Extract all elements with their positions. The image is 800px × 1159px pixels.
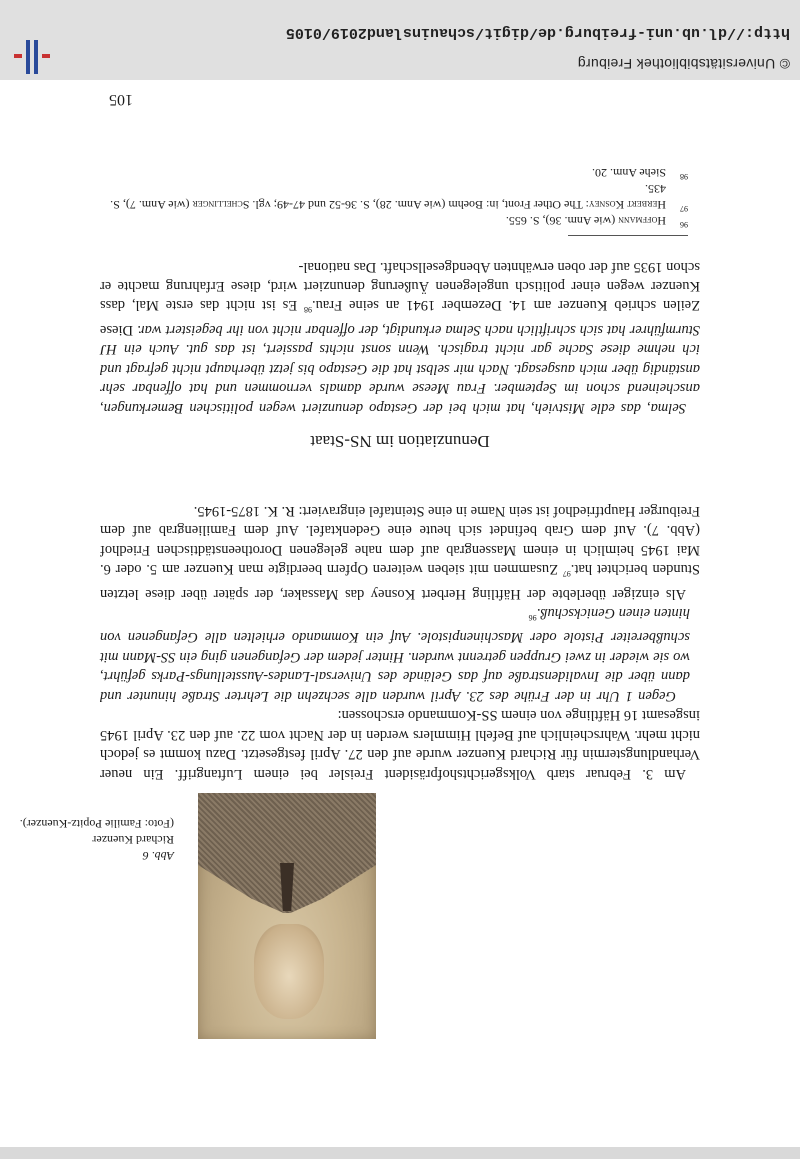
caption-label: Abb. 6	[142, 849, 174, 863]
caption-name: Richard Kuenzer	[92, 833, 174, 847]
footnote-ref-97[interactable]: 97	[562, 569, 571, 579]
footnotes	[103, 165, 688, 236]
document-url[interactable]: http://dl.ub.uni-freiburg.de/digit/schauinsland2019/0105	[285, 24, 790, 41]
section-heading: Denunziation im NS-Staat	[310, 432, 490, 451]
footnote-rule	[568, 235, 688, 236]
figure-caption	[4, 816, 174, 864]
paragraph-3: Selma, das edle Mistvieh, hat mich bei der Gestapo denunziert wegen politischen Bemerkungen, anscheinend schon im September. Frau Meese wurde damals vernommen und hat offenbar sehr anständig über mich ausgesagt. Nach mir selbst hat die Gestapo bis jetzt überhaupt nicht gefragt und ich nehme diese Sache gar nicht tragisch. Wenn sonst nichts passiert, ist das gut. Auch ein HJ Sturmführer hat sich schriftlich nach Selma erkundigt, der offenbar nicht von ihr begeistert war. Diese Zeilen schrieb Kuenzer am 14. Dezember 1941 an seine Frau.$^{98}$ Es ist nicht das erste Mal, dass Kuenzer wegen einer politisch ungelegenen Äußerung denunziert wird, diese Erfahrung machte er schon 1935 auf der oben erwähnten Abendgesellschaft. Das national-	[99, 258, 700, 416]
footnote-98: 98 Siehe Anm. 20.	[592, 166, 688, 181]
body-block-1	[100, 500, 700, 783]
footnote-ref-98[interactable]: 98	[303, 305, 312, 315]
paragraph-1: Am 3. Februar starb Volksgerichtshofpräsident Freisler bei einem Luftangriff. Ein neuer Verhandlungstermin für Richard Kuenzer wurde auf den 27. April festgesetzt. Dazu kommt es jedoch nicht mehr. Wahrscheinlich auf Befehl Himmlers werden in der Nacht vom 22. auf den 23. April 1945 insgesamt 16 Häftlinge von einem SS-Kommando erschossen:	[100, 707, 700, 782]
footnote-ref-96[interactable]: 96	[528, 613, 537, 622]
footnote-97: 97 Herbert Kosney: The Other Front, in: Boehm (wie Anm. 28), S. 36-52 und 47-49; vgl. Schellinger (wie Anm. 7), S. 435.	[110, 182, 688, 213]
body-block-2	[100, 256, 700, 417]
caption-credit: (Foto: Familie Popitz-Kuenzer).	[19, 817, 174, 831]
paragraph-2: Als einziger überlebte der Häftling Herbert Kosney das Massaker, der später über diese letzten Stunden berichtet hat.$^{97}$ Zusammen mit sieben weiteren Opfern beerdigte man Kuenzer am 5. oder 6. Mai 1945 heimlich in einem Massengrab auf dem nahe gelegenen Dorotheenstädtischen Friedhof (Abb. 7). Auf dem Grab befindet sich heute eine Gedenktafel. Auf dem Familiengrab auf dem Freiburger Hauptfriedhof ist sein Name in eine Steintafel eingraviert: R. K. 1875-1945.	[100, 502, 700, 602]
footnote-96: 96 Hoffmann (wie Anm. 36), S. 655.	[505, 214, 688, 229]
bottom-scroll-bar	[0, 1147, 800, 1159]
university-logo-icon	[12, 40, 52, 80]
library-credit: © Universitätsbibliothek Freiburg	[577, 56, 790, 72]
page-number: 105	[109, 91, 133, 108]
viewer-header	[0, 0, 800, 80]
portrait-photo	[198, 793, 376, 1039]
quote-1: Gegen 1 Uhr in der Frühe des 23. April wurden alle sechzehn die Lehrter Straße hinunter und dann über die Invalidenstraße auf das Gelände des Universal-Landes-Ausstellungs-Parks geführt, wo sie wieder in zwei Gruppen getrennt wurden. Hinter jedem der Gefangenen ging ein SS-Mann mit schußbereiter Pistole oder Maschinenpistole. Auf ein Kommando erhielten alle Gefangenen von hinten einen Genickschuß.$^{96}$	[100, 605, 690, 704]
portrait-face	[254, 924, 324, 1019]
